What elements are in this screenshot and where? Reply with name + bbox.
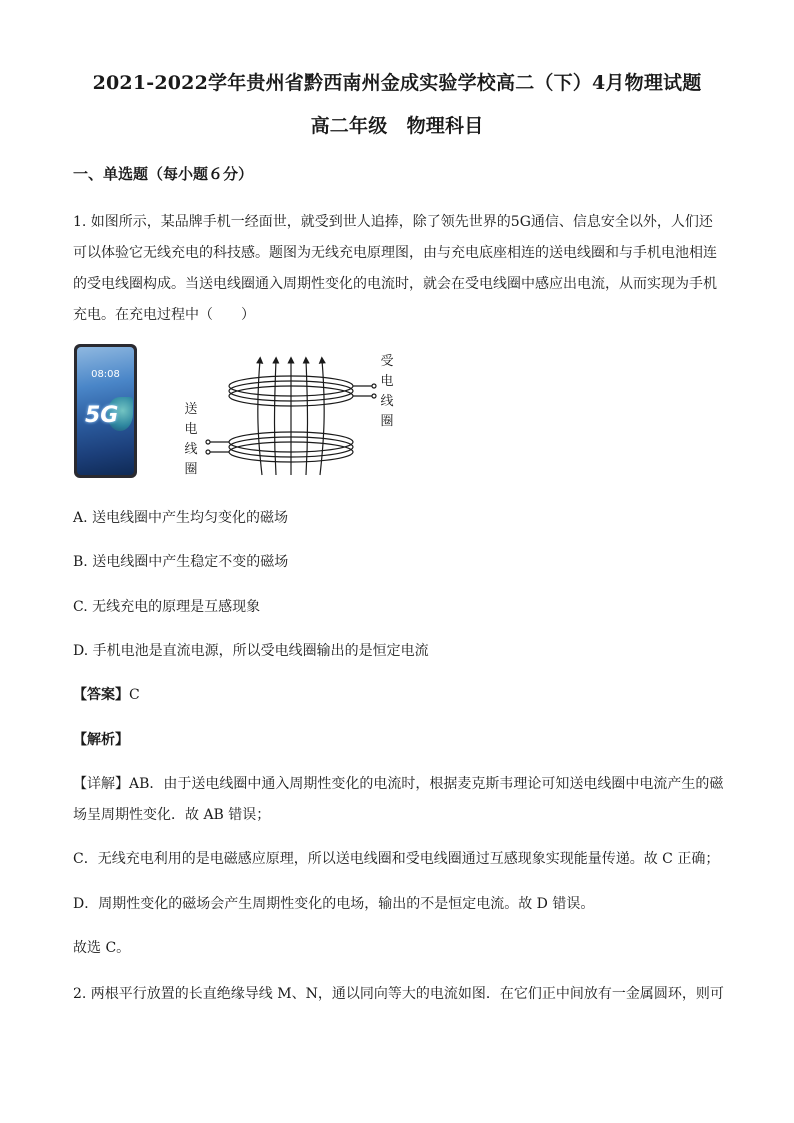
option-a: A. 送电线圈中产生均匀变化的磁场: [73, 510, 289, 526]
phone-screen: [77, 347, 134, 475]
label-sending-coil: 送 电 线 圈: [184, 402, 198, 477]
detail-line: 故选 C。: [73, 940, 131, 956]
q1-stem-line: 1. 如图所示，某品牌手机一经面世，就受到世人追捧，除了领先世界的5G通信、信息安全以外，人们还: [73, 214, 713, 230]
section-heading: 一、单选题（每小题６分）: [73, 165, 254, 183]
q1-stem-line: 充电。在充电过程中（ ）: [73, 307, 255, 323]
answer-line: [73, 684, 140, 704]
detail-line: C．无线充电利用的是电磁感应原理，所以送电线圈和受电线圈通过互感现象实现能量传递。故 C 正确；: [73, 851, 720, 867]
answer-tag: 【答案】: [73, 687, 129, 703]
receiving-coil: [229, 376, 376, 406]
field-line: [306, 360, 308, 475]
detail-line: D．周期性变化的磁场会产生周期性变化的电场，输出的不是恒定电流。故 D 错误。: [73, 896, 595, 912]
analysis-tag: 【解析】: [73, 732, 129, 748]
sending-coil: [206, 432, 353, 462]
detail-line: 场呈周期性变化．故 AB 错误；: [73, 807, 271, 823]
option-b: B. 送电线圈中产生稳定不变的磁场: [73, 554, 289, 570]
phone-5g-badge: 5G: [85, 403, 119, 428]
field-line: [275, 360, 277, 475]
phone-image: [74, 344, 137, 478]
option-d: D. 手机电池是直流电源，所以受电线圈输出的是恒定电流: [73, 643, 429, 659]
page-title: 2021-2022学年贵州省黔西南州金成实验学校高二（下）4月物理试题: [92, 72, 702, 94]
phone-time: 08:08: [91, 369, 120, 380]
option-c: C. 无线充电的原理是互感现象: [73, 599, 261, 615]
page-subtitle: 高二年级 物理科目: [310, 115, 484, 137]
q1-stem-line: 的受电线圈构成。当送电线圈通入周期性变化的电流时，就会在受电线圈中感应出电流，从而实现为手机: [73, 276, 717, 292]
q1-stem-line: 可以体验它无线充电的科技感。题图为无线充电原理图，由与充电底座相连的送电线圈和与手机电池相连: [73, 245, 717, 261]
q2-stem-line: 2. 两根平行放置的长直绝缘导线 M、N，通以同向等大的电流如图．在它们正中间放有一金属圆环，则可: [73, 986, 724, 1002]
label-receiving-coil: 受 电 线 圈: [380, 354, 394, 429]
detail-line: 【详解】AB．由于送电线圈中通入周期性变化的电流时，根据麦克斯韦理论可知送电线圈中电流产生的磁: [73, 776, 724, 792]
coil-diagram: [200, 350, 380, 480]
answer-value: C: [129, 687, 140, 703]
